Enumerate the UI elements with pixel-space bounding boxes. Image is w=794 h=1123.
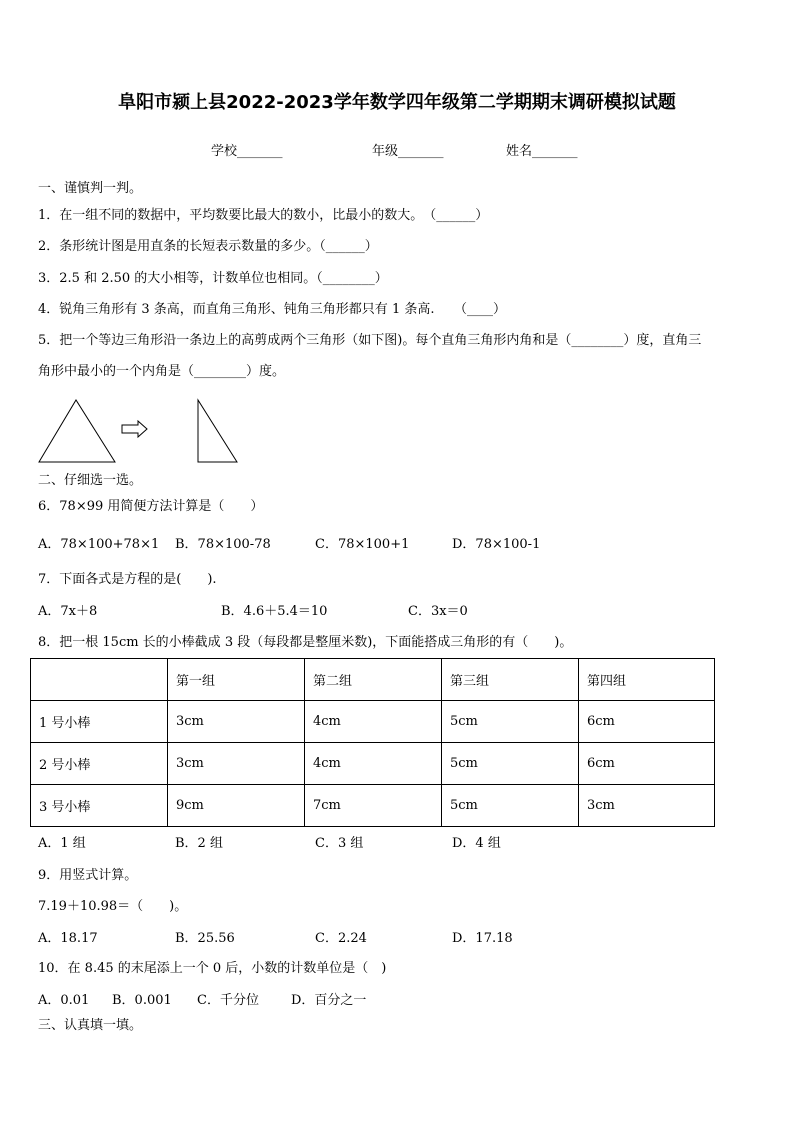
q10-option-c: C．千分位 bbox=[197, 993, 259, 1008]
sticks-table bbox=[30, 658, 715, 827]
table-cell: 5cm bbox=[442, 743, 579, 785]
table-cell: 3cm bbox=[579, 785, 715, 827]
grade-field: 年级_______ bbox=[372, 144, 444, 159]
table-cell: 1 号小棒 bbox=[31, 701, 168, 743]
equilateral-triangle bbox=[39, 400, 115, 462]
table-row bbox=[31, 785, 715, 827]
question-7: 7．下面各式是方程的是( ). bbox=[38, 572, 217, 587]
table-cell: 6cm bbox=[579, 743, 715, 785]
section3-heading: 三、认真填一填。 bbox=[38, 1018, 143, 1033]
exam-title: 阜阳市颍上县2022-2023学年数学四年级第二学期期末调研模拟试题 bbox=[118, 92, 676, 113]
question-2: 2．条形统计图是用直条的长短表示数量的多少。（______） bbox=[38, 239, 378, 254]
q8-option-a: A．1 组 bbox=[38, 836, 86, 851]
question-9-expression: 7.19＋10.98＝（ )。 bbox=[38, 899, 188, 914]
name-field: 姓名_______ bbox=[506, 144, 578, 159]
question-6: 6．78×99 用简便方法计算是（ ） bbox=[38, 499, 264, 514]
table-cell: 3cm bbox=[168, 743, 305, 785]
section2-heading: 二、仔细选一选。 bbox=[38, 473, 143, 488]
question-5-line1: 5．把一个等边三角形沿一条边上的高剪成两个三角形（如下图)。每个直角三角形内角和是（________）度，直角三 bbox=[38, 333, 702, 348]
q6-option-c: C．78×100+1 bbox=[315, 537, 410, 552]
section1-heading: 一、谨慎判一判。 bbox=[38, 181, 143, 196]
table-header-cell bbox=[31, 659, 168, 701]
q9-option-b: B．25.56 bbox=[175, 931, 235, 946]
table-header-cell: 第一组 bbox=[168, 659, 305, 701]
q6-option-d: D．78×100-1 bbox=[452, 537, 541, 552]
q8-option-b: B．2 组 bbox=[175, 836, 223, 851]
q7-option-b: B．4.6＋5.4＝10 bbox=[221, 604, 328, 619]
arrow-right-icon bbox=[122, 421, 147, 437]
q10-option-b: B．0.001 bbox=[112, 993, 172, 1008]
table-row bbox=[31, 701, 715, 743]
question-10: 10．在 8.45 的末尾添上一个 0 后，小数的计数单位是（ ) bbox=[38, 961, 387, 976]
q10-option-d: D．百分之一 bbox=[291, 993, 367, 1008]
table-cell: 6cm bbox=[579, 701, 715, 743]
table-cell: 3 号小棒 bbox=[31, 785, 168, 827]
q9-option-a: A．18.17 bbox=[38, 931, 98, 946]
question-9: 9．用竖式计算。 bbox=[38, 868, 138, 883]
table-header-row bbox=[31, 659, 715, 701]
q8-option-d: D．4 组 bbox=[452, 836, 501, 851]
question-3: 3．2.5 和 2.50 的大小相等，计数单位也相同。（________） bbox=[38, 271, 388, 286]
q9-option-c: C．2.24 bbox=[315, 931, 367, 946]
question-5-line2: 角形中最小的一个内角是（________）度。 bbox=[38, 364, 286, 379]
q6-option-b: B．78×100-78 bbox=[175, 537, 271, 552]
table-cell: 4cm bbox=[305, 701, 442, 743]
school-field: 学校_______ bbox=[211, 144, 283, 159]
q6-option-a: A．78×100+78×1 bbox=[38, 537, 160, 552]
table-cell: 4cm bbox=[305, 743, 442, 785]
question-8: 8．把一根 15cm 长的小棒截成 3 段（每段都是整厘米数)，下面能搭成三角形的有（ )。 bbox=[38, 635, 573, 650]
question-4: 4．锐角三角形有 3 条高，而直角三角形、钝角三角形都只有 1 条高. （____） bbox=[38, 302, 506, 317]
q10-option-a: A．0.01 bbox=[38, 993, 90, 1008]
table-cell: 5cm bbox=[442, 785, 579, 827]
right-triangle bbox=[198, 400, 237, 462]
table-header-cell: 第二组 bbox=[305, 659, 442, 701]
table-cell: 7cm bbox=[305, 785, 442, 827]
table-cell: 9cm bbox=[168, 785, 305, 827]
q8-option-c: C．3 组 bbox=[315, 836, 364, 851]
q7-option-a: A．7x＋8 bbox=[38, 604, 98, 619]
table-cell: 5cm bbox=[442, 701, 579, 743]
question-1: 1．在一组不同的数据中，平均数要比最大的数小，比最小的数大。 （______） bbox=[38, 208, 489, 223]
q9-option-d: D．17.18 bbox=[452, 931, 513, 946]
table-row bbox=[31, 743, 715, 785]
table-cell: 2 号小棒 bbox=[31, 743, 168, 785]
table-header-cell: 第三组 bbox=[442, 659, 579, 701]
table-cell: 3cm bbox=[168, 701, 305, 743]
table-header-cell: 第四组 bbox=[579, 659, 715, 701]
q7-option-c: C．3x＝0 bbox=[408, 604, 468, 619]
triangle-cut-figure bbox=[30, 392, 250, 467]
